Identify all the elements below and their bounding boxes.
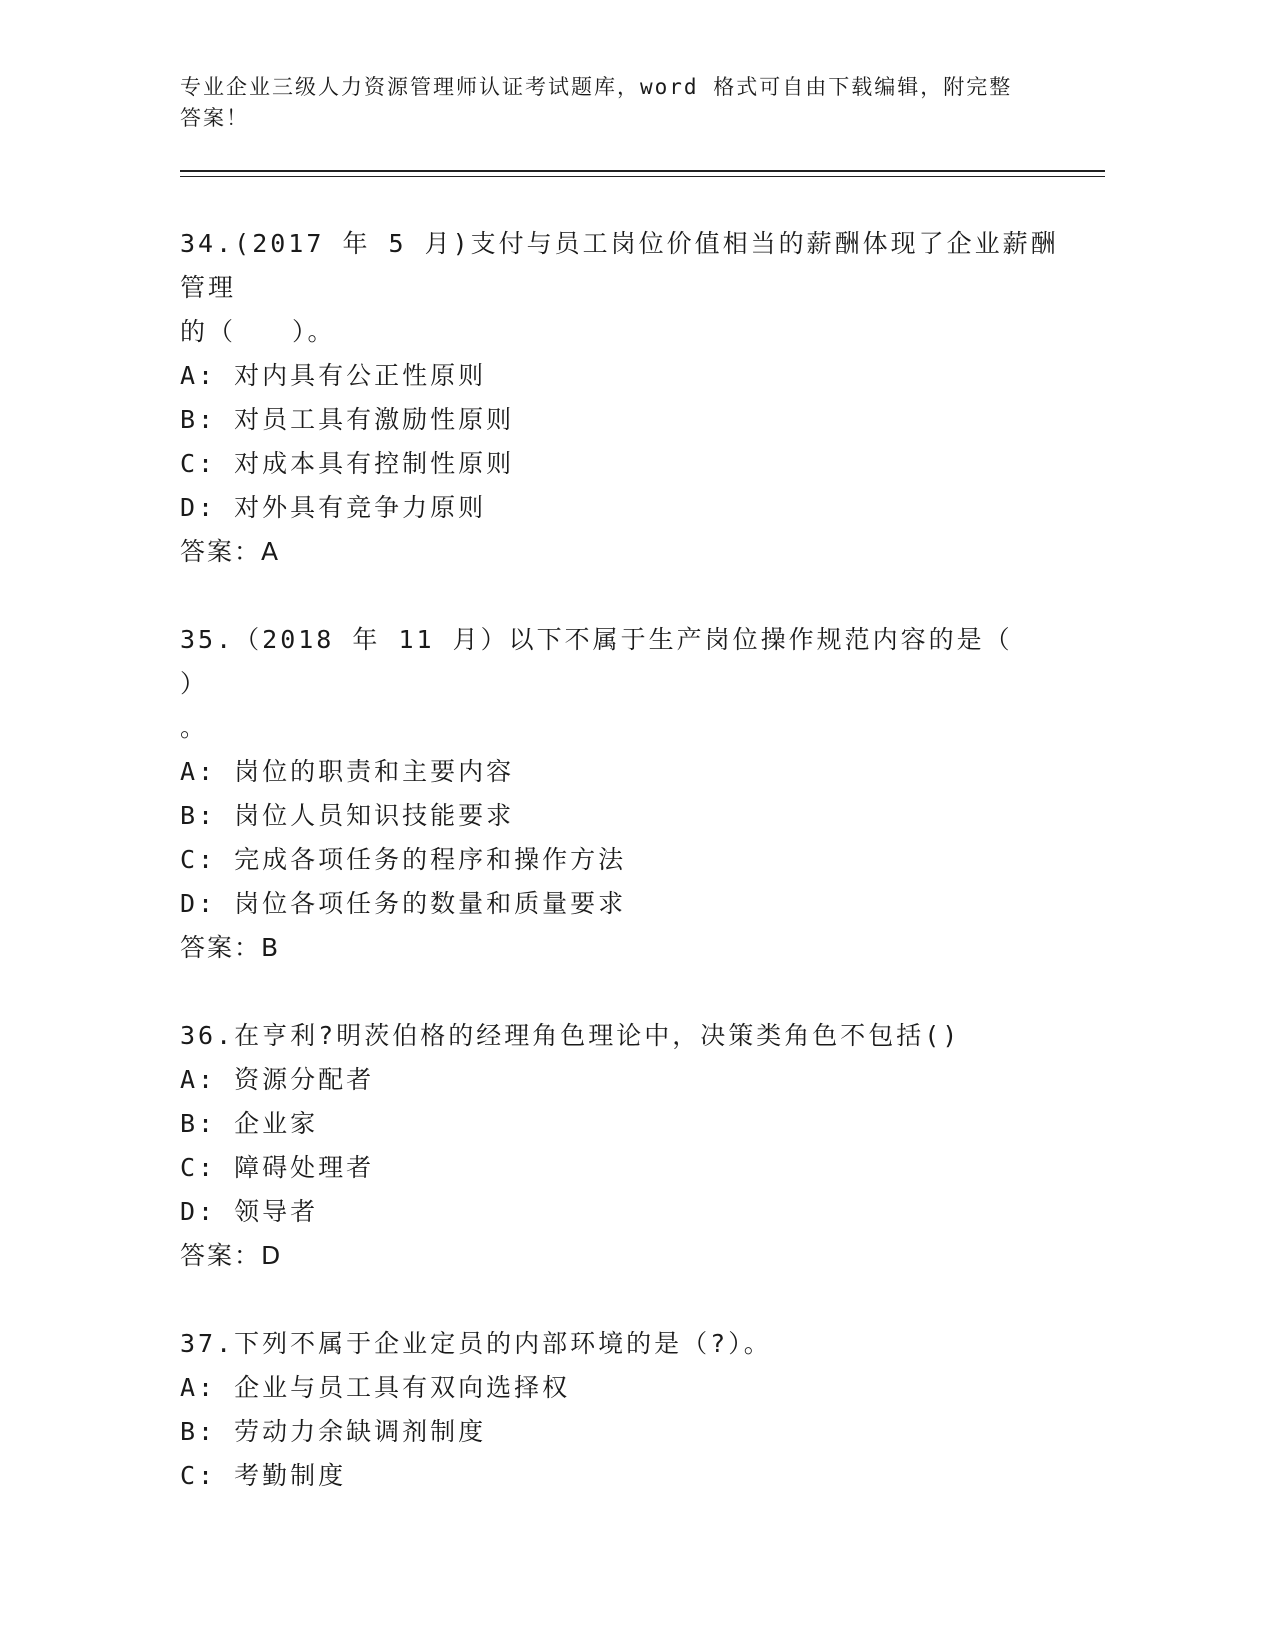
question-stem-line: 37.下列不属于企业定员的内部环境的是（?）。 — [180, 1329, 772, 1358]
option-c: C: 考勤制度 — [180, 1461, 347, 1490]
question-list — [180, 222, 1069, 1542]
document-header — [180, 72, 1060, 134]
answer-line: 答案：A — [180, 537, 281, 566]
option-c: C: 完成各项任务的程序和操作方法 — [180, 845, 627, 874]
option-c: C: 障碍处理者 — [180, 1153, 375, 1182]
header-divider-thin — [180, 176, 1105, 177]
question-37 — [180, 1322, 1060, 1498]
question-34 — [180, 222, 1060, 574]
answer-line: 答案：B — [180, 933, 281, 962]
option-a: A: 对内具有公正性原则 — [180, 361, 487, 390]
question-36 — [180, 1014, 1060, 1278]
header-intro-line-1: 专业企业三级人力资源管理师认证考试题库，word 格式可自由下载编辑，附完整 — [180, 75, 1013, 99]
header-divider-thick — [180, 170, 1105, 172]
option-c: C: 对成本具有控制性原则 — [180, 449, 515, 478]
option-a: A: 岗位的职责和主要内容 — [180, 757, 515, 786]
answer-line: 答案：D — [180, 1241, 283, 1270]
question-stem-line: 34.(2017 年 5 月)支付与员工岗位价值相当的薪酬体现了企业薪酬管理 — [180, 229, 1059, 302]
option-a: A: 资源分配者 — [180, 1065, 375, 1094]
question-35 — [180, 618, 1069, 970]
question-stem-line: 。 — [180, 713, 209, 742]
question-stem-line: 的（ ）。 — [180, 317, 336, 346]
option-a: A: 企业与员工具有双向选择权 — [180, 1373, 571, 1402]
header-intro-line-2: 答案！ — [180, 106, 249, 130]
option-b: B: 劳动力余缺调剂制度 — [180, 1417, 487, 1446]
option-d: D: 对外具有竞争力原则 — [180, 493, 487, 522]
option-b: B: 对员工具有激励性原则 — [180, 405, 515, 434]
option-d: D: 领导者 — [180, 1197, 319, 1226]
option-b: B: 企业家 — [180, 1109, 319, 1138]
option-b: B: 岗位人员知识技能要求 — [180, 801, 515, 830]
option-d: D: 岗位各项任务的数量和质量要求 — [180, 889, 627, 918]
question-stem-line: 36.在亨利?明茨伯格的经理角色理论中，决策类角色不包括() — [180, 1021, 961, 1050]
question-stem-line: 35.（2018 年 11 月）以下不属于生产岗位操作规范内容的是（ ） — [180, 625, 1069, 698]
